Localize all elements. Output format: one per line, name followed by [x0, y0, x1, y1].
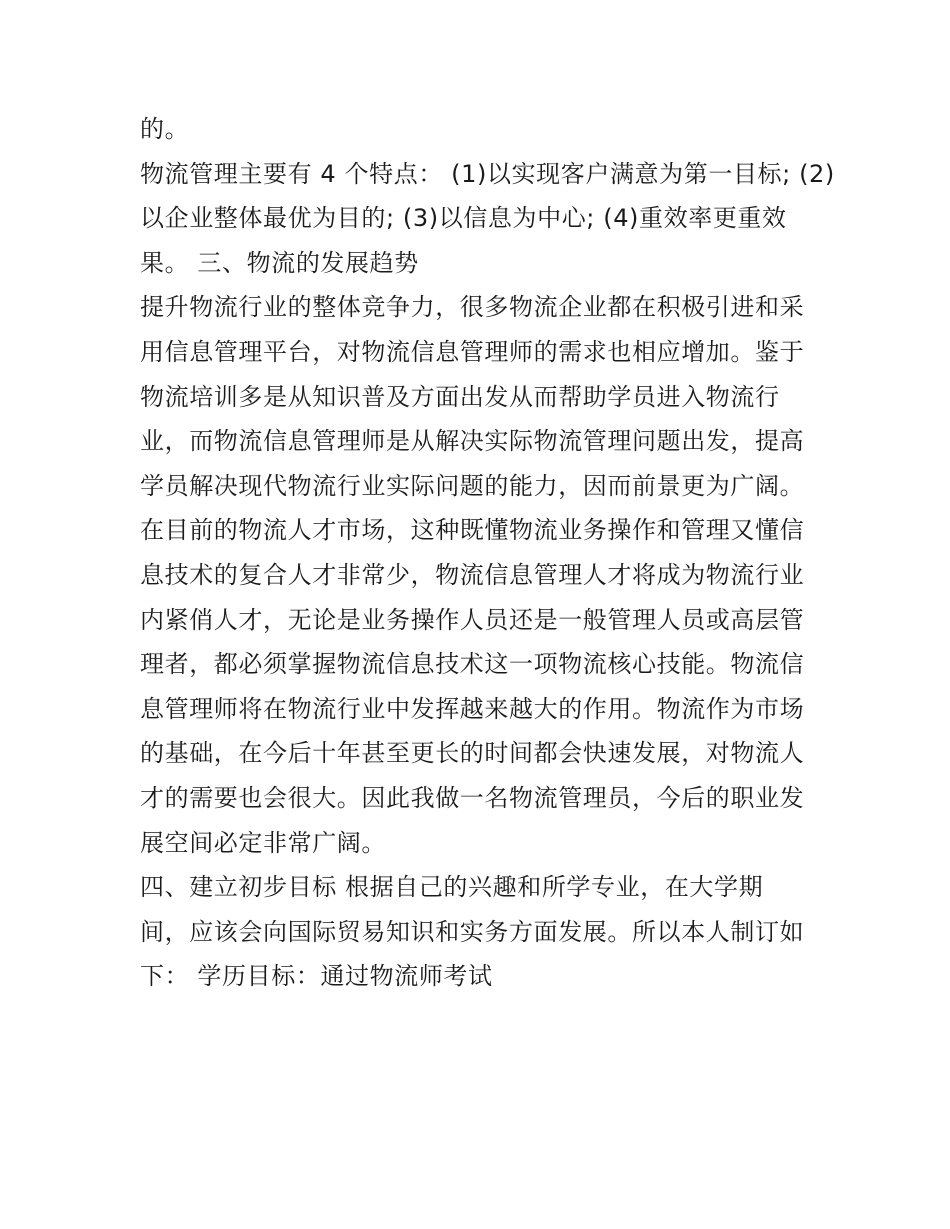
text-line: 物流管理主要有 4 个特点： (1)以实现客户满意为第一目标; (2): [140, 159, 835, 188]
text-line: 学员解决现代物流行业实际问题的能力，因而前景更为广阔。: [140, 471, 805, 500]
text-line: 业，而物流信息管理师是从解决实际物流管理问题出发，提高: [140, 427, 805, 456]
text-line: 用信息管理平台，对物流信息管理师的需求也相应增加。鉴于: [140, 337, 805, 366]
text-line: 的。: [140, 115, 190, 143]
text-line: 的基础，在今后十年甚至更长的时间都会快速发展，对物流人: [140, 739, 805, 768]
text-line: 展空间必定非常广阔。: [140, 828, 386, 857]
text-line: 以企业整体最优为目的; (3)以信息为中心; (4)重效率更重效: [140, 204, 787, 233]
text-line: 才的需要也会很大。因此我做一名物流管理员，今后的职业发: [140, 783, 805, 812]
document-body: [140, 107, 835, 999]
text-line: 四、建立初步目标 根据自己的兴趣和所学专业，在大学期: [140, 873, 764, 902]
text-line: 在目前的物流人才市场，这种既懂物流业务操作和管理又懂信: [140, 516, 805, 545]
text-line: 下： 学历目标：通过物流师考试: [140, 962, 493, 991]
text-line: 息管理师将在物流行业中发挥越来越大的作用。物流作为市场: [140, 694, 805, 723]
text-line: 提升物流行业的整体竞争力，很多物流企业都在积极引进和采: [140, 293, 805, 322]
text-line: 物流培训多是从知识普及方面出发从而帮助学员进入物流行: [140, 382, 780, 411]
text-line: 理者，都必须掌握物流信息技术这一项物流核心技能。物流信: [140, 650, 805, 679]
text-line: 果。 三、物流的发展趋势: [140, 248, 419, 277]
text-line: 间，应该会向国际贸易知识和实务方面发展。所以本人制订如: [140, 917, 805, 946]
text-line: 息技术的复合人才非常少，物流信息管理人才将成为物流行业: [140, 560, 805, 589]
text-line: 内紧俏人才，无论是业务操作人员还是一般管理人员或高层管: [140, 605, 805, 634]
